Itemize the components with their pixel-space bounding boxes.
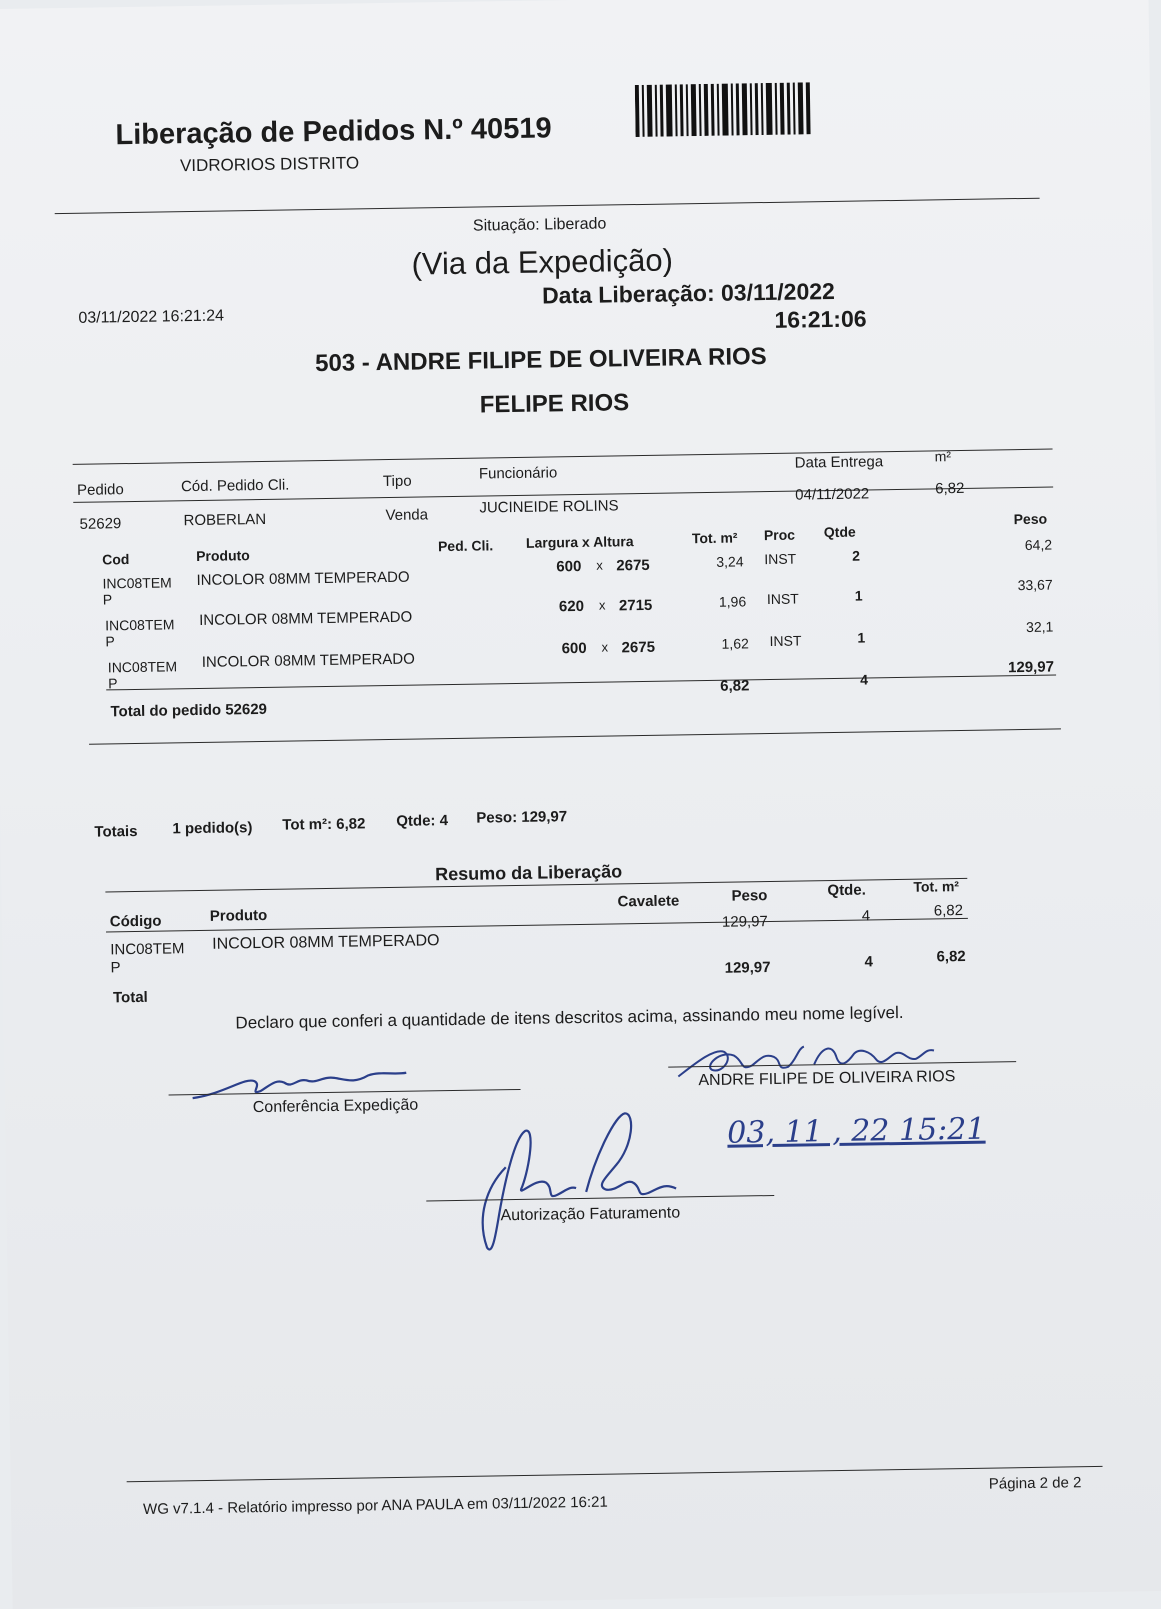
- resumo-codigo-suffix: P: [110, 959, 121, 977]
- item-produto: INCOLOR 08MM TEMPERADO: [196, 568, 410, 589]
- resumo-col-qtde: Qtde.: [827, 881, 866, 900]
- totais-qtde: Qtde: 4: [396, 812, 449, 830]
- item-tot-m2: 1,96: [718, 593, 747, 610]
- data-liberacao: Data Liberação: 03/11/2022: [541, 277, 836, 309]
- item-peso: 33,67: [1017, 576, 1053, 594]
- item-qtde: 1: [854, 587, 863, 604]
- resumo-col-codigo: Código: [109, 912, 162, 931]
- order-m2: 6,82: [935, 479, 965, 498]
- client-name: 503 - ANDRE FILIPE DE OLIVEIRA RIOS: [314, 343, 767, 378]
- items-col-largura-altura: Largura x Altura: [525, 533, 634, 551]
- item-peso: 32,1: [1025, 618, 1054, 635]
- col-tipo: Tipo: [382, 472, 412, 491]
- totais-tot-m2: Tot m²: 6,82: [282, 815, 366, 834]
- printed-datetime: 03/11/2022 16:21:24: [78, 307, 225, 327]
- item-cod: INC08TEM: [105, 616, 175, 634]
- company-name: VIDRORIOS DISTRITO: [179, 153, 360, 176]
- item-altura: 2675: [621, 638, 656, 657]
- items-col-proc: Proc: [763, 526, 796, 544]
- item-proc: INST: [766, 590, 799, 608]
- items-col-ped-cli: Ped. Cli.: [437, 537, 494, 555]
- resumo-total-tot-m2: 6,82: [936, 947, 966, 966]
- resumo-qtde: 4: [861, 907, 871, 925]
- item-qtde: 2: [852, 547, 861, 564]
- item-qtde: 1: [857, 629, 866, 646]
- order-total-label: Total do pedido 52629: [110, 700, 268, 721]
- resumo-codigo: INC08TEM: [110, 940, 185, 959]
- order-funcionario: JUCINEIDE ROLINS: [479, 497, 619, 517]
- item-tot-m2: 3,24: [716, 553, 744, 570]
- barcode-icon: [635, 82, 812, 137]
- declaration-text: Declaro que conferi a quantidade de itens descritos acima, assinando meu nome legível.: [235, 1002, 904, 1033]
- item-cod: INC08TEM: [102, 574, 172, 592]
- resumo-peso: 129,97: [721, 913, 768, 931]
- item-produto: INCOLOR 08MM TEMPERADO: [201, 650, 415, 671]
- items-col-cod: Cod: [102, 551, 130, 568]
- totais-peso: Peso: 129,97: [476, 808, 568, 827]
- item-largura: 600: [556, 557, 582, 576]
- data-liberacao-time: 16:21:06: [774, 305, 867, 333]
- item-times-symbol: x: [598, 597, 606, 613]
- order-tipo: Venda: [385, 506, 429, 525]
- document-title: Liberação de Pedidos N.º 40519: [115, 112, 552, 152]
- order-total-qtde: 4: [860, 671, 869, 688]
- client-signature-label: ANDRE FILIPE DE OLIVEIRA RIOS: [698, 1068, 956, 1090]
- item-times-symbol: x: [601, 639, 609, 655]
- resumo-col-produto: Produto: [209, 906, 268, 925]
- items-total-divider: [106, 675, 1056, 691]
- item-produto: INCOLOR 08MM TEMPERADO: [198, 608, 413, 629]
- items-col-peso: Peso: [1013, 510, 1048, 528]
- resumo-produto: INCOLOR 08MM TEMPERADO: [212, 932, 440, 953]
- item-proc: INST: [764, 550, 797, 568]
- resumo-col-tot-m2: Tot. m²: [913, 878, 960, 895]
- items-col-tot-m2: Tot. m²: [691, 529, 738, 547]
- item-cod: INC08TEM: [107, 658, 178, 676]
- item-peso: 64,2: [1024, 536, 1053, 553]
- order-cod-pedido-cli: ROBERLAN: [183, 510, 267, 530]
- item-altura: 2675: [616, 556, 650, 575]
- col-m2: m²: [934, 448, 952, 465]
- item-cod-suffix: P: [107, 675, 118, 692]
- conferencia-signature-label: Conferência Expedição: [252, 1096, 419, 1117]
- item-times-symbol: x: [596, 557, 603, 573]
- items-col-qtde: Qtde: [823, 523, 856, 541]
- situacao: Situação: Liberado: [472, 215, 607, 235]
- resumo-col-cavalete: Cavalete: [617, 892, 680, 911]
- order-top-divider: [73, 449, 1053, 465]
- resumo-col-peso: Peso: [731, 887, 768, 905]
- item-largura: 600: [561, 639, 587, 658]
- resumo-tot-m2: 6,82: [933, 901, 964, 920]
- order-pedido: 52629: [79, 515, 122, 533]
- totais-label: Totais: [94, 822, 138, 841]
- order-total-peso: 129,97: [1007, 658, 1055, 677]
- resumo-total-peso: 129,97: [724, 959, 771, 977]
- item-cod-suffix: P: [102, 591, 113, 608]
- items-col-produto: Produto: [195, 547, 250, 564]
- via-title: (Via da Expedição): [411, 242, 674, 282]
- order-total-m2: 6,82: [720, 677, 750, 695]
- order-bottom-divider: [89, 728, 1061, 744]
- item-proc: INST: [769, 632, 802, 650]
- client-nickname: FELIPE RIOS: [479, 389, 630, 419]
- col-pedido: Pedido: [76, 481, 124, 499]
- page-number: Página 2 de 2: [988, 1474, 1082, 1493]
- totais-pedidos: 1 pedido(s): [172, 819, 253, 838]
- resumo-title: Resumo da Liberação: [434, 861, 623, 885]
- resumo-total-label: Total: [112, 988, 148, 1007]
- col-funcionario: Funcionário: [478, 464, 558, 483]
- header-divider: [55, 198, 1040, 214]
- item-cod-suffix: P: [105, 633, 115, 650]
- handwritten-date: 03, 11 , 22 15:21: [726, 1111, 986, 1151]
- resumo-total-qtde: 4: [864, 953, 874, 971]
- autorizacao-signature-icon: [465, 1104, 707, 1268]
- item-largura: 620: [558, 597, 585, 616]
- footer-divider: [127, 1466, 1103, 1482]
- col-data-entrega: Data Entrega: [794, 453, 884, 472]
- footer-report: WG v7.1.4 - Relatório impresso por ANA PAULA em 03/11/2022 16:21: [142, 1493, 608, 1518]
- item-altura: 2715: [618, 596, 653, 615]
- autorizacao-signature-label: Autorização Faturamento: [500, 1204, 681, 1225]
- order-data-entrega: 04/11/2022: [795, 485, 870, 504]
- item-tot-m2: 1,62: [721, 635, 749, 652]
- col-cod-pedido-cli: Cód. Pedido Cli.: [180, 476, 290, 496]
